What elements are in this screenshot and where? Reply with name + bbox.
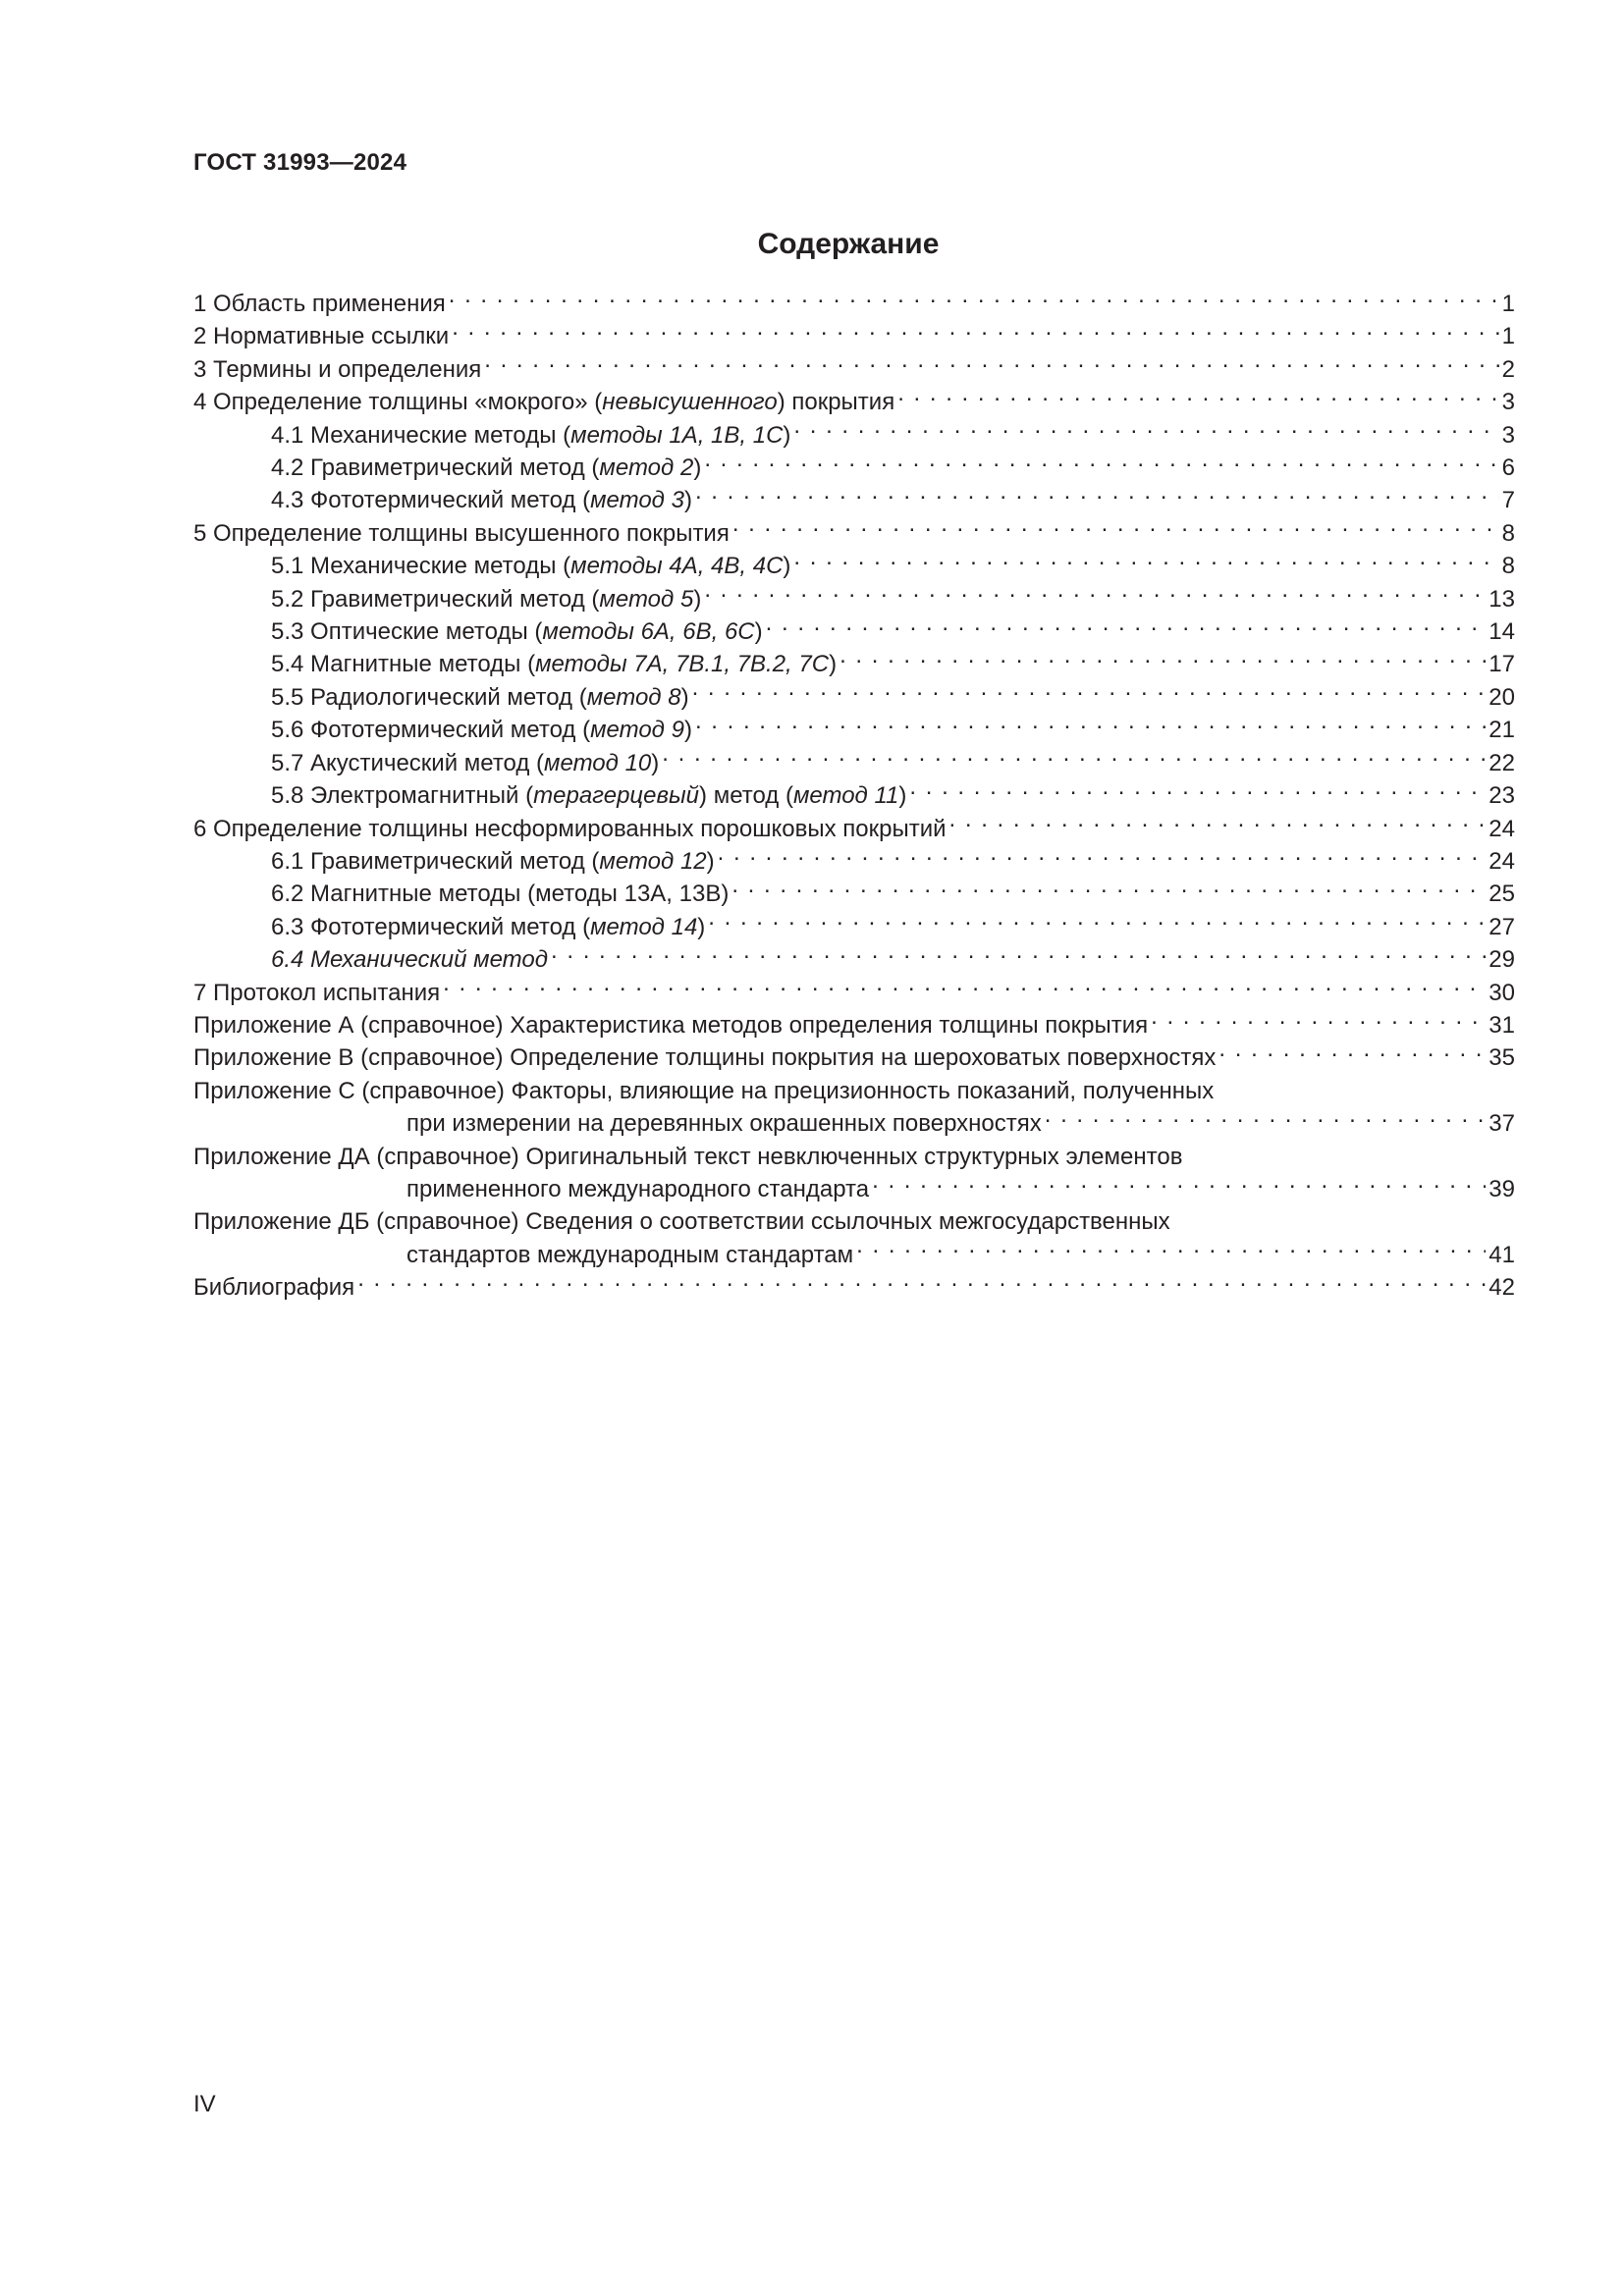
toc-entry-text: метод 8 — [586, 683, 681, 711]
toc-leader-dots — [484, 353, 1498, 377]
toc-entry-text: 5.8 Электромагнитный ( — [271, 782, 534, 810]
toc-entry[interactable] — [193, 747, 1515, 779]
toc-entry-text: Библиография — [193, 1274, 355, 1302]
toc-entry-label — [193, 977, 440, 1009]
toc-entry-text: методы 6A, 6B, 6C — [542, 618, 755, 646]
toc-entry-label — [193, 1041, 1216, 1074]
toc-page-number: 1 — [1501, 291, 1515, 317]
toc-entry-label — [271, 845, 715, 878]
toc-entry-text: 5 Определение толщины высушенного покрытия — [193, 519, 730, 547]
toc-entry-text: 6.3 Фототермический метод ( — [271, 913, 591, 940]
toc-page-number: 8 — [1501, 553, 1515, 580]
toc-entry-text: 6.4 Механический метод — [271, 946, 549, 974]
toc-entry-text: ) — [697, 913, 706, 940]
toc-entry[interactable] — [193, 1205, 1515, 1238]
table-of-contents — [193, 288, 1515, 1305]
toc-page-number: 6 — [1501, 454, 1515, 482]
toc-entry[interactable] — [193, 320, 1515, 352]
toc-page-number: 13 — [1489, 585, 1515, 613]
toc-entry-label — [193, 1075, 1214, 1107]
toc-leader-dots — [909, 779, 1486, 803]
toc-entry[interactable] — [193, 845, 1515, 878]
toc-entry-label — [271, 615, 763, 648]
toc-leader-dots — [662, 747, 1486, 771]
toc-page-number: 31 — [1489, 1011, 1515, 1039]
toc-entry[interactable] — [193, 813, 1515, 845]
toc-entry-text: ) — [693, 585, 702, 613]
toc-leader-dots — [872, 1173, 1486, 1197]
toc-page-number: 7 — [1501, 487, 1515, 514]
toc-entry[interactable] — [193, 386, 1515, 418]
toc-leader-dots — [704, 452, 1498, 475]
document-code: ГОСТ 31993—2024 — [193, 149, 407, 176]
toc-entry-text: 4.1 Механические методы ( — [271, 421, 571, 449]
page-folio: IV — [193, 2091, 216, 2117]
toc-entry-label — [271, 648, 837, 680]
toc-entry[interactable] — [193, 681, 1515, 714]
toc-entry-text: метод 2 — [599, 454, 694, 482]
toc-entry-text: методы 4A, 4B, 4C — [570, 553, 784, 580]
toc-leader-dots — [793, 550, 1498, 573]
toc-leader-dots — [551, 943, 1486, 967]
toc-entry-label — [406, 1239, 853, 1271]
toc-page-number: 17 — [1489, 651, 1515, 678]
toc-leader-dots — [718, 845, 1487, 869]
toc-entry-text: 4 Определение толщины «мокрого» ( — [193, 389, 603, 416]
toc-entry[interactable] — [193, 517, 1515, 550]
toc-entry[interactable] — [193, 648, 1515, 680]
toc-leader-dots — [856, 1239, 1486, 1262]
toc-page-number: 14 — [1489, 618, 1515, 646]
toc-leader-dots — [731, 878, 1486, 901]
toc-entry-text: 5.6 Фототермический метод ( — [271, 717, 591, 744]
toc-entry[interactable] — [193, 779, 1515, 812]
toc-entry-label — [271, 452, 701, 484]
toc-entry[interactable] — [193, 878, 1515, 910]
toc-entry-text: ) — [683, 717, 692, 744]
toc-entry-text: ) — [651, 749, 660, 776]
toc-entry-text: 1 Область применения — [193, 291, 446, 317]
toc-entry[interactable] — [193, 1239, 1515, 1271]
toc-page-number: 23 — [1489, 782, 1515, 810]
toc-entry-text: ) метод ( — [699, 782, 793, 810]
toc-page-number: 29 — [1489, 946, 1515, 974]
toc-entry-text: 6 Определение толщины несформированных порошковых покрытий — [193, 815, 947, 842]
toc-entry-text: 7 Протокол испытания — [193, 979, 441, 1006]
toc-entry-label — [193, 353, 481, 386]
toc-entry-text: 5.4 Магнитные методы ( — [271, 651, 536, 678]
toc-entry-text: ) — [898, 782, 907, 810]
toc-entry-label — [271, 779, 906, 812]
toc-leader-dots — [1218, 1041, 1486, 1065]
toc-leader-dots — [449, 288, 1499, 311]
toc-entry-label — [271, 714, 692, 746]
toc-page-number: 24 — [1489, 815, 1515, 842]
toc-entry-text: ) — [706, 847, 715, 875]
toc-entry-text: 2 Нормативные ссылки — [193, 323, 450, 350]
toc-entry[interactable] — [193, 1009, 1515, 1041]
toc-entry-label — [271, 550, 790, 582]
toc-entry-text: 6.2 Магнитные методы (методы 13A, 13B) — [271, 881, 730, 908]
toc-entry-label — [193, 1141, 1182, 1173]
toc-entry-label — [193, 1009, 1148, 1041]
toc-entry[interactable] — [193, 583, 1515, 615]
toc-leader-dots — [766, 615, 1487, 639]
toc-entry-text: метод 5 — [599, 585, 694, 613]
toc-leader-dots — [695, 714, 1486, 737]
toc-leader-dots — [732, 517, 1499, 541]
toc-entry-text: метод 14 — [590, 913, 698, 940]
toc-page-number: 2 — [1501, 355, 1515, 383]
toc-entry[interactable] — [193, 1173, 1515, 1205]
toc-leader-dots — [839, 648, 1486, 671]
toc-entry[interactable] — [193, 714, 1515, 746]
toc-entry[interactable] — [193, 1107, 1515, 1140]
toc-entry-label — [271, 943, 548, 976]
toc-entry-text: ) — [754, 618, 763, 646]
toc-entry-text: ) — [829, 651, 838, 678]
toc-entry-text: метод 11 — [792, 782, 899, 810]
toc-page-number: 41 — [1489, 1241, 1515, 1268]
toc-entry-text: метод 3 — [590, 487, 684, 514]
toc-entry-text: метод 10 — [544, 749, 652, 776]
toc-entry-text: 5.1 Механические методы ( — [271, 553, 571, 580]
toc-entry-label — [271, 681, 689, 714]
toc-entry-text: 3 Термины и определения — [193, 355, 482, 383]
toc-leader-dots — [443, 977, 1486, 1000]
toc-entry[interactable] — [193, 1271, 1515, 1304]
toc-entry-text: 4.3 Фототермический метод ( — [271, 487, 591, 514]
toc-page-number: 37 — [1489, 1110, 1515, 1138]
toc-entry-text: ) покрытия — [777, 389, 895, 416]
toc-entry-label — [271, 911, 705, 943]
toc-leader-dots — [949, 813, 1487, 836]
toc-entry-text: Приложение А (справочное) Характеристика методов определения толщины покрытия — [193, 1011, 1149, 1039]
toc-title: Содержание — [757, 228, 940, 260]
toc-leader-dots — [1151, 1009, 1486, 1033]
toc-entry-text: Приложение В (справочное) Определение толщины покрытия на шероховатых поверхностях — [193, 1044, 1217, 1072]
toc-entry[interactable] — [193, 419, 1515, 452]
toc-page-number: 27 — [1489, 913, 1515, 940]
toc-entry-label — [271, 747, 659, 779]
toc-entry-text: ) — [783, 553, 791, 580]
toc-page-number: 3 — [1501, 421, 1515, 449]
toc-entry-text: при измерении на деревянных окрашенных поверхностях — [406, 1110, 1042, 1138]
toc-leader-dots — [897, 386, 1498, 409]
toc-page-number: 3 — [1501, 389, 1515, 416]
toc-entry-text: 5.2 Гравиметрический метод ( — [271, 585, 600, 613]
toc-entry-label — [193, 517, 730, 550]
toc-page-number: 25 — [1489, 881, 1515, 908]
toc-entry-text: метод 12 — [599, 847, 707, 875]
toc-entry-label — [271, 583, 701, 615]
toc-leader-dots — [793, 419, 1498, 443]
toc-entry-text: 5.5 Радиологический метод ( — [271, 683, 587, 711]
toc-entry-label — [193, 386, 894, 418]
toc-leader-dots — [1045, 1107, 1487, 1131]
toc-entry[interactable] — [193, 452, 1515, 484]
toc-entry-text: ) — [683, 487, 692, 514]
toc-entry-label — [193, 813, 947, 845]
toc-entry-label — [193, 320, 449, 352]
toc-page-number: 35 — [1489, 1044, 1515, 1072]
toc-entry-text: 5.7 Акустический метод ( — [271, 749, 545, 776]
toc-page-number: 8 — [1501, 519, 1515, 547]
toc-entry-text: Приложение ДА (справочное) Оригинальный текст невключенных структурных элементов — [193, 1143, 1183, 1170]
toc-entry-text: методы 1A, 1B, 1C — [570, 421, 784, 449]
toc-entry-text: ) — [783, 421, 791, 449]
toc-entry-text: 5.3 Оптические методы ( — [271, 618, 543, 646]
toc-leader-dots — [357, 1271, 1486, 1295]
toc-entry-label — [406, 1107, 1042, 1140]
toc-entry-text: Приложение С (справочное) Факторы, влияющие на прецизионность показаний, полученных — [193, 1077, 1215, 1104]
toc-leader-dots — [704, 583, 1486, 607]
toc-entry[interactable] — [193, 1041, 1515, 1074]
toc-page-number: 42 — [1489, 1274, 1515, 1302]
toc-entry-text: стандартов международным стандартам — [406, 1241, 854, 1268]
toc-entry-text: методы 7A, 7B.1, 7B.2, 7C — [535, 651, 830, 678]
toc-entry-text: невысушенного — [602, 389, 778, 416]
toc-entry-label — [193, 1271, 354, 1304]
toc-leader-dots — [452, 320, 1498, 344]
toc-entry-label — [406, 1173, 869, 1205]
toc-entry[interactable] — [193, 484, 1515, 516]
toc-entry-text: Приложение ДБ (справочное) Сведения о соответствии ссылочных межгосударственных — [193, 1208, 1170, 1236]
toc-leader-dots — [692, 681, 1487, 705]
toc-entry-text: примененного международного стандарта — [406, 1175, 870, 1202]
toc-entry-text: ) — [693, 454, 702, 482]
toc-entry[interactable] — [193, 943, 1515, 976]
toc-leader-dots — [695, 484, 1499, 507]
toc-entry-label — [193, 288, 446, 320]
toc-entry[interactable] — [193, 911, 1515, 943]
toc-page-number: 20 — [1489, 683, 1515, 711]
toc-page-number: 1 — [1501, 323, 1515, 350]
toc-entry-label — [271, 878, 729, 910]
toc-page-number: 30 — [1489, 979, 1515, 1006]
toc-page-number: 39 — [1489, 1175, 1515, 1202]
toc-entry-text: терагерцевый — [533, 782, 700, 810]
toc-entry[interactable] — [193, 615, 1515, 648]
toc-page-number: 21 — [1489, 717, 1515, 744]
toc-entry-label — [271, 484, 692, 516]
toc-entry-label — [193, 1205, 1170, 1238]
toc-entry[interactable] — [193, 550, 1515, 582]
toc-page-number: 24 — [1489, 847, 1515, 875]
toc-entry-label — [271, 419, 790, 452]
toc-entry-text: ) — [680, 683, 689, 711]
toc-entry[interactable] — [193, 288, 1515, 320]
toc-entry-text: 6.1 Гравиметрический метод ( — [271, 847, 600, 875]
toc-entry[interactable] — [193, 1141, 1515, 1173]
toc-entry-text: 4.2 Гравиметрический метод ( — [271, 454, 600, 482]
toc-page-number: 22 — [1489, 749, 1515, 776]
toc-entry[interactable] — [193, 1075, 1515, 1107]
toc-entry[interactable] — [193, 977, 1515, 1009]
toc-leader-dots — [708, 911, 1486, 934]
toc-entry[interactable] — [193, 353, 1515, 386]
toc-entry-text: метод 9 — [590, 717, 684, 744]
